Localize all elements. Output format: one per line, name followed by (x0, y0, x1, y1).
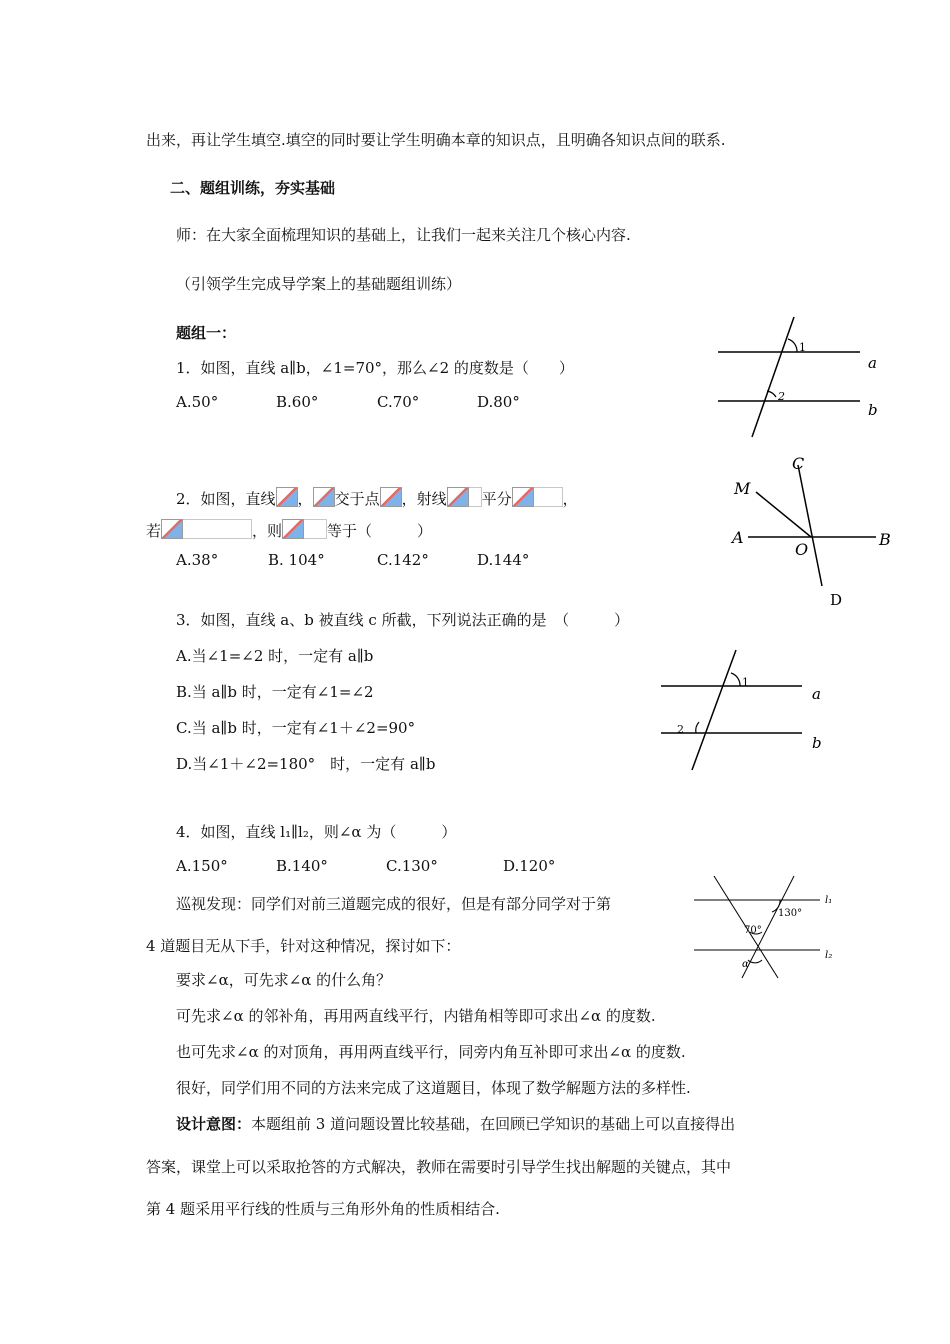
label-o: O (795, 540, 809, 559)
q2-text: 平分 (481, 490, 512, 508)
intro-line: 出来，再让学生填空.填空的同时要让学生明确本章的知识点，且明确各知识点间的联系. (146, 131, 726, 149)
label-l2: l₂ (825, 950, 833, 961)
broken-image-icon (512, 487, 534, 507)
label-a: a (812, 685, 821, 703)
question-3: 3．如图，直线 a、b 被直线 c 所截，下列说法正确的是 （ ） (176, 611, 630, 629)
label-b: b (812, 734, 822, 752)
q2-text: ， (297, 490, 313, 508)
q1-option-c: C.70° (377, 393, 420, 411)
broken-image-icon (161, 519, 183, 539)
q2-text: ，射线 (401, 490, 447, 508)
figure-4 (690, 870, 850, 988)
q2-option-b: B. 104° (268, 551, 325, 569)
broken-image-icon (276, 487, 298, 507)
question-1: 1．如图，直线 a∥b，∠1=70°，那么∠2 的度数是（ ） (176, 359, 574, 377)
question-2-line2 (146, 519, 432, 541)
q3-option-a: A.当∠1=∠2 时，一定有 a∥b (176, 647, 374, 665)
q2-text: 交于点 (334, 490, 380, 508)
q1-option-b: B.60° (276, 393, 319, 411)
q2-text: ， (562, 490, 578, 508)
group-title: 题组一： (176, 324, 237, 342)
angle-1-arc (788, 339, 797, 352)
ray-om (756, 492, 811, 537)
angle-2-label: 2 (677, 723, 684, 736)
q2-option-c: C.142° (377, 551, 429, 569)
label-m: M (734, 479, 751, 498)
q3-option-c: C.当 a∥b 时，一定有∠1＋∠2=90° (176, 719, 416, 737)
broken-image-icon (282, 519, 304, 539)
transversal (752, 317, 794, 437)
label-130: 130° (778, 908, 803, 919)
q2-option-a: A.38° (176, 551, 219, 569)
label-l1: l₁ (825, 895, 833, 906)
design-intent-line-3: 第 4 题采用平行线的性质与三角形外角的性质相结合. (146, 1200, 500, 1218)
line-cd (798, 465, 822, 586)
image-placeholder (534, 487, 563, 507)
section-title: 二、题组训练，夯实基础 (170, 179, 336, 197)
label-b: B (879, 530, 891, 549)
question-2 (176, 487, 578, 509)
question-4: 4．如图，直线 l₁∥l₂，则∠α 为（ ） (176, 823, 457, 841)
angle-1-label: 1 (799, 341, 806, 354)
broken-image-icon (447, 487, 469, 507)
q2-option-d: D.144° (477, 551, 530, 569)
patrol-line-2: 4 道题目无从下手，针对这种情况，探讨如下： (146, 937, 461, 955)
figure-1 (712, 315, 892, 443)
image-placeholder (469, 487, 482, 507)
q1-option-a: A.50° (176, 393, 219, 411)
ask-line: 要求∠α，可先求∠α 的什么角？ (176, 971, 392, 989)
label-c: C (792, 454, 805, 473)
q4-option-d: D.120° (503, 857, 556, 875)
guide-line: （引领学生完成导学案上的基础题组训练） (176, 275, 462, 293)
q4-option-a: A.150° (176, 857, 228, 875)
angle-1-label: 1 (742, 676, 749, 689)
method-1: 可先求∠α 的邻补角，再用两直线平行，内错角相等即可求出∠α 的度数. (176, 1007, 656, 1025)
label-70: 70° (744, 925, 762, 936)
label-a: A (732, 528, 744, 547)
line-c (692, 650, 736, 770)
label-d: D (830, 591, 843, 609)
q2-text: 等于（ ） (327, 522, 433, 540)
q2-text: 若 (146, 522, 162, 540)
q2-text: 2．如图，直线 (176, 490, 276, 508)
design-text: 本题组前 3 道问题设置比较基础，在回顾已学知识的基础上可以直接得出 (251, 1115, 736, 1133)
image-placeholder (183, 519, 252, 539)
q4-option-c: C.130° (386, 857, 438, 875)
praise-line: 很好，同学们用不同的方法来完成了这道题目，体现了数学解题方法的多样性. (176, 1079, 691, 1097)
teacher-line: 师：在大家全面梳理知识的基础上，让我们一起来关注几个核心内容. (176, 226, 631, 244)
label-a: a (868, 354, 877, 372)
q3-option-b: B.当 a∥b 时，一定有∠1=∠2 (176, 683, 374, 701)
angle-2-label: 2 (778, 390, 785, 403)
label-alpha: α (742, 959, 749, 970)
figure-2 (726, 452, 906, 612)
figure-3 (656, 648, 836, 776)
q3-option-d: D.当∠1＋∠2=180° 时，一定有 a∥b (176, 755, 436, 773)
design-intent-line-2: 答案，课堂上可以采取抢答的方式解决，教师在需要时引导学生找出解题的关键点，其中 (146, 1158, 732, 1176)
image-placeholder (304, 519, 327, 539)
patrol-line-1: 巡视发现：同学们对前三道题完成的很好，但是有部分同学对于第 (176, 895, 612, 913)
broken-image-icon (313, 487, 335, 507)
q2-text: ，则 (252, 522, 283, 540)
angle-2-arc (696, 722, 699, 733)
method-2: 也可先求∠α 的对顶角，再用两直线平行，同旁内角互补即可求出∠α 的度数. (176, 1043, 686, 1061)
label-b: b (868, 401, 878, 419)
angle-2-arc (767, 391, 776, 397)
angle-1-arc (731, 673, 740, 686)
design-label: 设计意图： (176, 1115, 252, 1133)
q4-option-b: B.140° (276, 857, 328, 875)
broken-image-icon (380, 487, 402, 507)
q1-option-d: D.80° (477, 393, 520, 411)
design-intent-line-1 (176, 1113, 735, 1134)
